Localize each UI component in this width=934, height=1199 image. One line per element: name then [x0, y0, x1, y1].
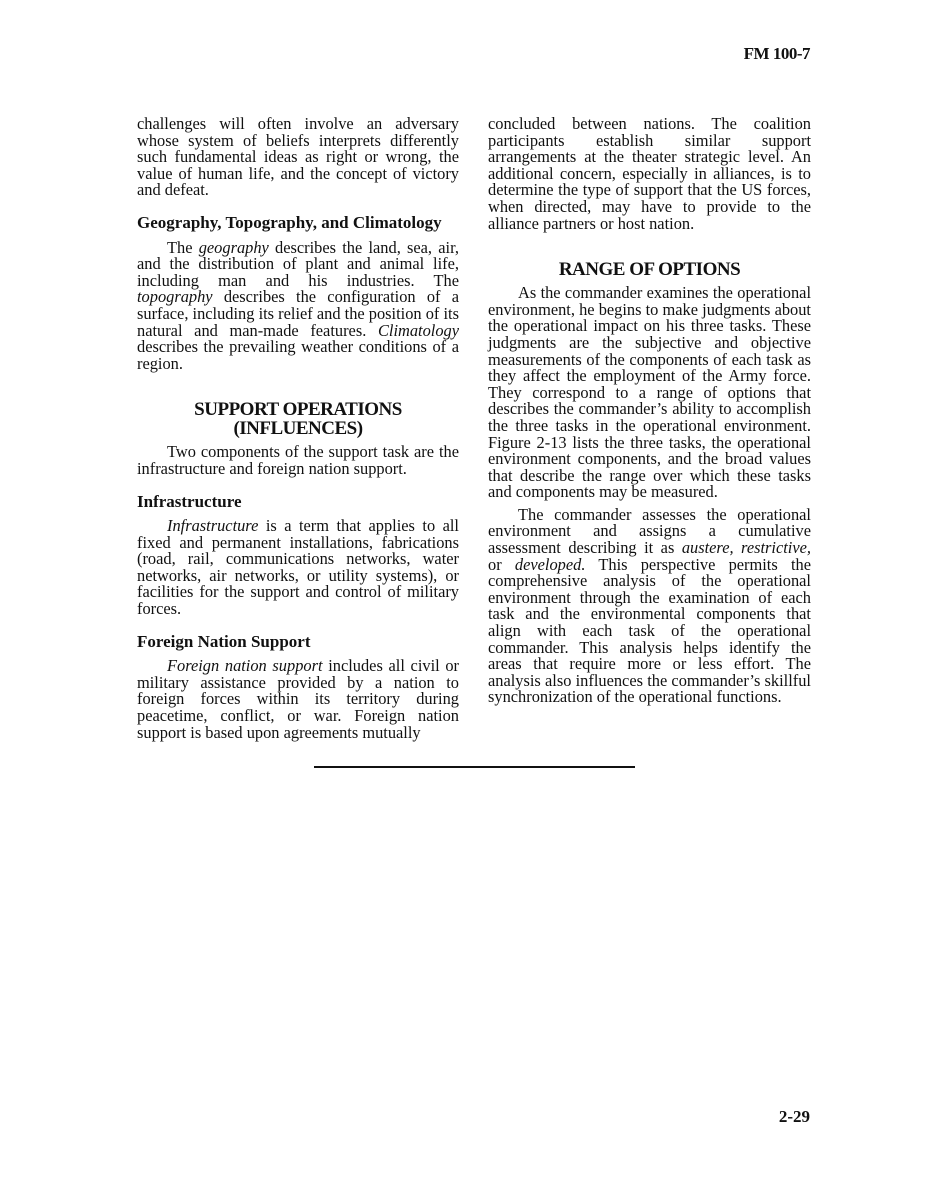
page-number: 2-29	[778, 1107, 810, 1126]
infrastructure-heading: Infrastructure	[137, 491, 242, 511]
geography-paragraph: The geography describes the land, sea, air, and the distribution of plant and animal life, including man and his industries. The topography describes the configuration of a surface, including its relief and the position of its natural and man-made features. Climatology describes the prevailing weather conditions of a region.	[137, 237, 459, 373]
left-column	[137, 116, 459, 741]
continuation-paragraph: concluded between nations. The coalition participants establish similar support arrangements at the theater strategic level. An additional concern, especially in alliances, is to determine the type of support that the US forces, when directed, may have to provide to the alliance partners or host nation.	[488, 114, 811, 233]
geography-heading: Geography, Topography, and Climatology	[137, 212, 442, 232]
support-operations-heading: SUPPORT OPERATIONS (INFLUENCES)	[194, 399, 402, 440]
right-column	[488, 116, 811, 706]
foreign-nation-support-paragraph: Foreign nation support includes all civil or military assistance provided by a nation to foreign forces within its territory during peacetime, conflict, or war. Foreign nation support is based upon agreements mutually	[137, 656, 460, 742]
support-operations-paragraph: Two components of the support task are the infrastructure and foreign nation support.	[137, 442, 459, 478]
range-of-options-heading: RANGE OF OPTIONS	[558, 259, 741, 281]
range-paragraph-2: The commander assesses the operational environment and assigns a cumulative assessment describing it as austere, restrictive, or developed. This perspective permits the comprehensive analysis of the operational environment through the examination of each task and the environmental components that align with each task of the operational commander. This analysis helps identify the areas that require more or less effort. The analysis also influences the commander’s skillful synchronization of the operational functions.	[488, 504, 811, 707]
range-paragraph-1: As the commander examines the operational environment, he begins to make judgments about the operational impact on his three tasks. These judgments are the subjective and objective measurements of the components of each task as they affect the employment of the Army force. They correspond to a range of options that describes the commander’s ability to accomplish the three tasks in the operational environment. Figure 2-13 lists the three tasks, the operational environment components, and the broad values that describe the range over which these tasks and components may be measured.	[488, 283, 811, 502]
foreign-nation-support-heading: Foreign Nation Support	[137, 631, 311, 651]
section-divider	[314, 766, 635, 768]
manual-code: FM 100-7	[743, 44, 810, 63]
intro-paragraph: challenges will often involve an adversary whose system of beliefs interprets differently such fundamental ideas as right or wrong, the value of human life, and the concept of victory and defeat.	[137, 114, 459, 200]
infrastructure-paragraph: Infrastructure is a term that applies to all fixed and permanent installations, fabrications (road, rail, communications networks, water networks, air networks, or utility systems), or facilities for the support and control of military forces.	[137, 516, 459, 619]
